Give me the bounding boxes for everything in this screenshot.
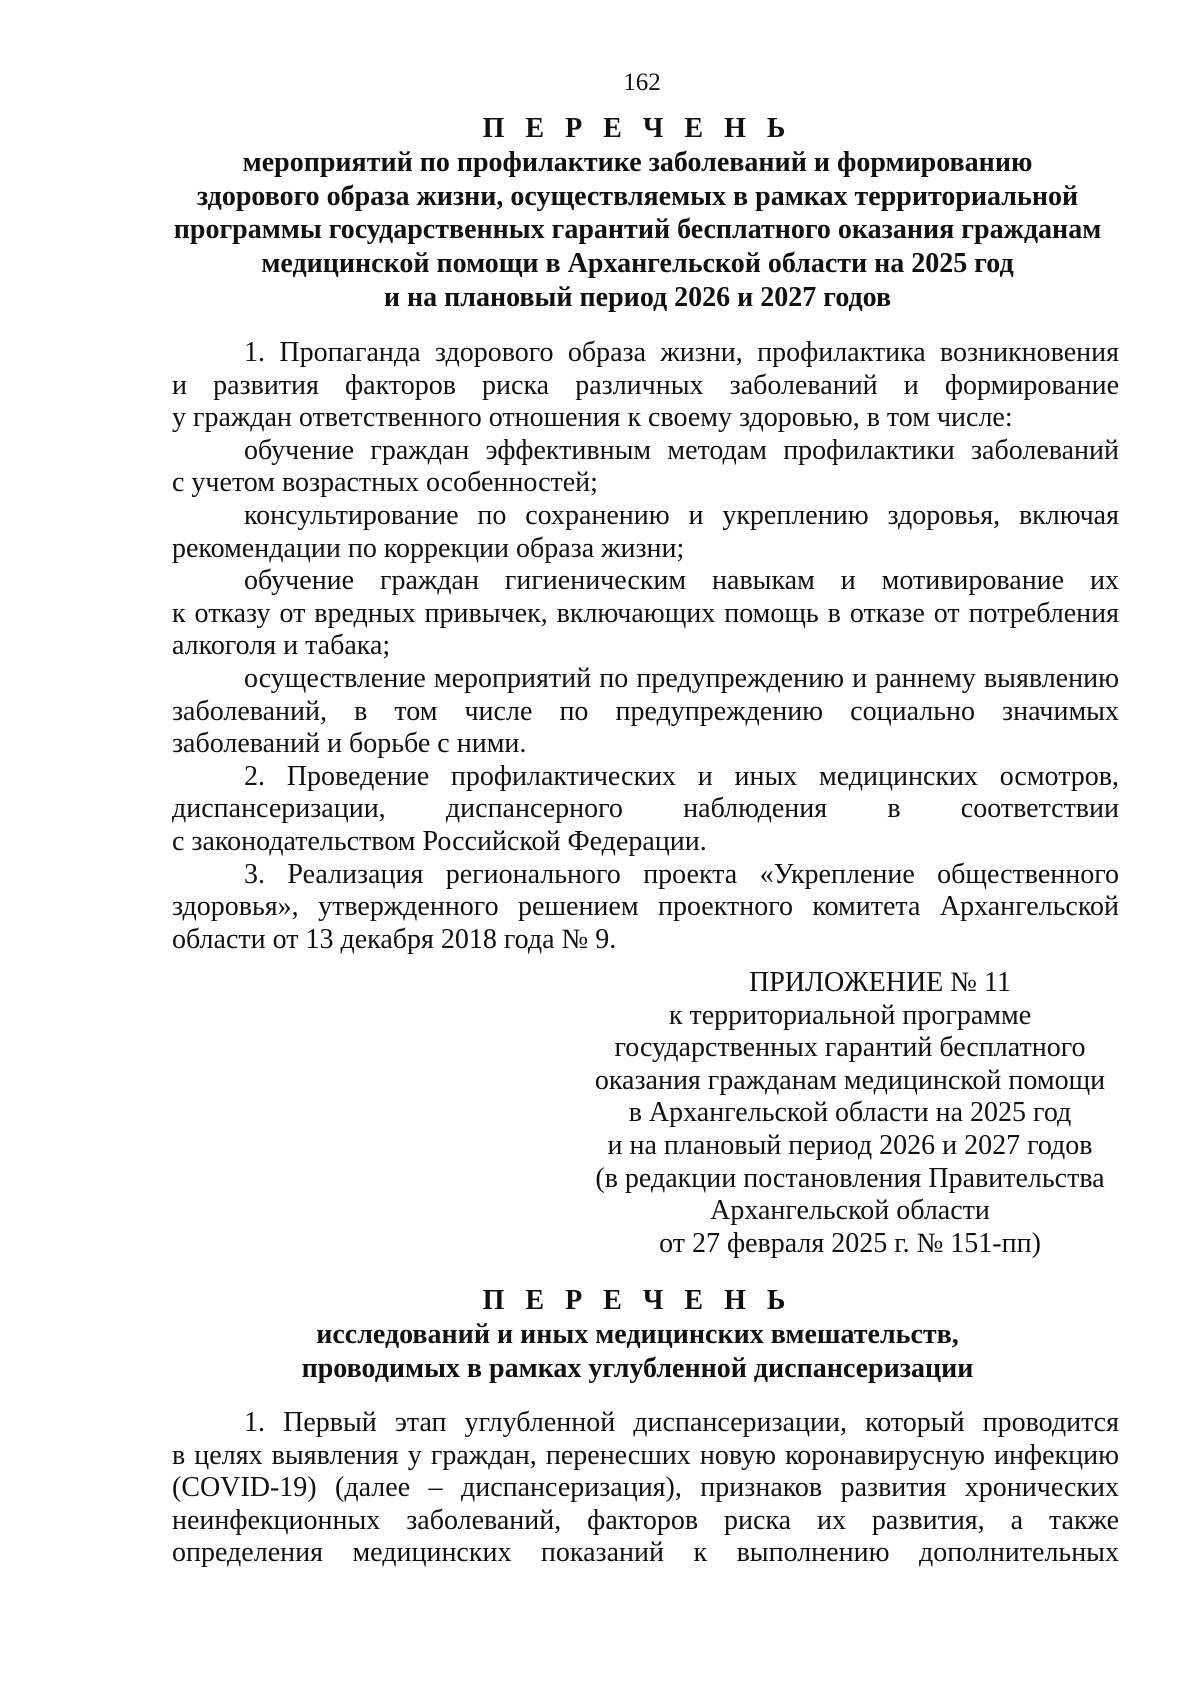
text-line: к отказу от вредных привычек, включающих помощь в отказе от потребления — [172, 597, 1119, 629]
section1-paragraph — [172, 761, 1119, 859]
section1-paragraph — [172, 859, 1119, 957]
text-line: диспансеризации, диспансерного наблюдения в соответствии — [172, 793, 1119, 825]
text-line: здоровья», утвержденного решением проектного комитета Архангельской — [172, 891, 1119, 923]
text-line: 1. Первый этап углубленной диспансеризации, который проводится — [244, 1407, 1119, 1438]
appendix-line: Архангельской области — [710, 1195, 990, 1227]
section2-body — [172, 1407, 1119, 1570]
section1-heading-line: здорового образа жизни, осуществляемых в рамках территориальной — [196, 180, 1079, 212]
section1-paragraph — [172, 565, 1119, 663]
section1-paragraph — [172, 435, 1119, 500]
text-line: осуществление мероприятий по предупреждению и раннему выявлению — [244, 662, 1119, 694]
section1-paragraph — [172, 337, 1119, 435]
section1-heading — [120, 112, 1155, 315]
text-line: с законодательством Российской Федерации. — [172, 825, 707, 857]
text-line: в целях выявления у граждан, перенесших новую коронавирусную инфекцию — [172, 1439, 1119, 1471]
section1-body — [172, 337, 1119, 956]
section2-heading-title: П Е Р Е Ч Е Н Ь — [482, 1285, 793, 1316]
text-line: обучение граждан эффективным методам профилактики заболеваний — [244, 434, 1119, 466]
text-line: заболеваний и борьбе с ними. — [172, 728, 527, 760]
text-line: у граждан ответственного отношения к своему здоровью, в том числе: — [172, 402, 1013, 434]
appendix-line: в Архангельской области на 2025 год — [628, 1097, 1072, 1129]
appendix-line: оказания гражданам медицинской помощи — [594, 1064, 1106, 1096]
text-line: алкоголя и табака; — [172, 630, 391, 662]
appendix-block — [590, 967, 1110, 1260]
text-line: с учетом возрастных особенностей; — [172, 467, 598, 499]
appendix-line: к территориальной программе — [668, 999, 1032, 1031]
section2-paragraph — [172, 1407, 1119, 1570]
text-line: консультирование по сохранению и укреплению здоровья, включая — [244, 499, 1119, 531]
text-line: заболеваний, в том числе по предупреждению социально значимых — [172, 695, 1119, 727]
text-line: неинфекционных заболеваний, факторов риска их развития, а также — [172, 1504, 1119, 1536]
text-line: области от 13 декабря 2018 года № 9. — [172, 923, 617, 955]
appendix-line: и на плановый период 2026 и 2027 годов — [607, 1129, 1093, 1161]
section1-paragraph — [172, 500, 1119, 565]
section2-heading-line: проводимых в рамках углубленной диспансеризации — [301, 1352, 974, 1384]
section1-heading-line: программы государственных гарантий бесплатного оказания гражданам — [173, 214, 1102, 246]
text-line: 3. Реализация регионального проекта «Укрепление общественного — [244, 858, 1119, 890]
text-line: обучение граждан гигиеническим навыкам и мотивирование их — [244, 565, 1119, 597]
text-line: (COVID-19) (далее – диспансеризация), признаков развития хронических — [172, 1472, 1119, 1504]
section1-heading-title: П Е Р Е Ч Е Н Ь — [482, 113, 793, 144]
text-line: и развития факторов риска различных заболеваний и формирование — [172, 369, 1119, 401]
section1-heading-line: мероприятий по профилактике заболеваний и формированию — [242, 146, 1033, 178]
text-line: 2. Проведение профилактических и иных медицинских осмотров, — [244, 760, 1119, 792]
appendix-line: (в редакции постановления Правительства — [595, 1162, 1105, 1194]
section2-heading — [120, 1284, 1155, 1385]
appendix-line: государственных гарантий бесплатного — [614, 1032, 1086, 1064]
section2-heading-line: исследований и иных медицинских вмешательств, — [316, 1318, 959, 1350]
text-line: рекомендации по коррекции образа жизни; — [172, 532, 685, 564]
section1-paragraph — [172, 663, 1119, 761]
text-line: определения медицинских показаний к выполнению дополнительных — [172, 1537, 1119, 1569]
appendix-title: ПРИЛОЖЕНИЕ № 11 — [749, 967, 1011, 998]
text-line: 1. Пропаганда здорового образа жизни, профилактика возникновения — [244, 337, 1119, 368]
section1-heading-line: и на плановый период 2026 и 2027 годов — [383, 281, 892, 313]
page-number: 162 — [623, 69, 661, 96]
appendix-line: от 27 февраля 2025 г. № 151-пп) — [659, 1227, 1041, 1259]
section1-heading-line: медицинской помощи в Архангельской области на 2025 год — [261, 248, 1014, 280]
